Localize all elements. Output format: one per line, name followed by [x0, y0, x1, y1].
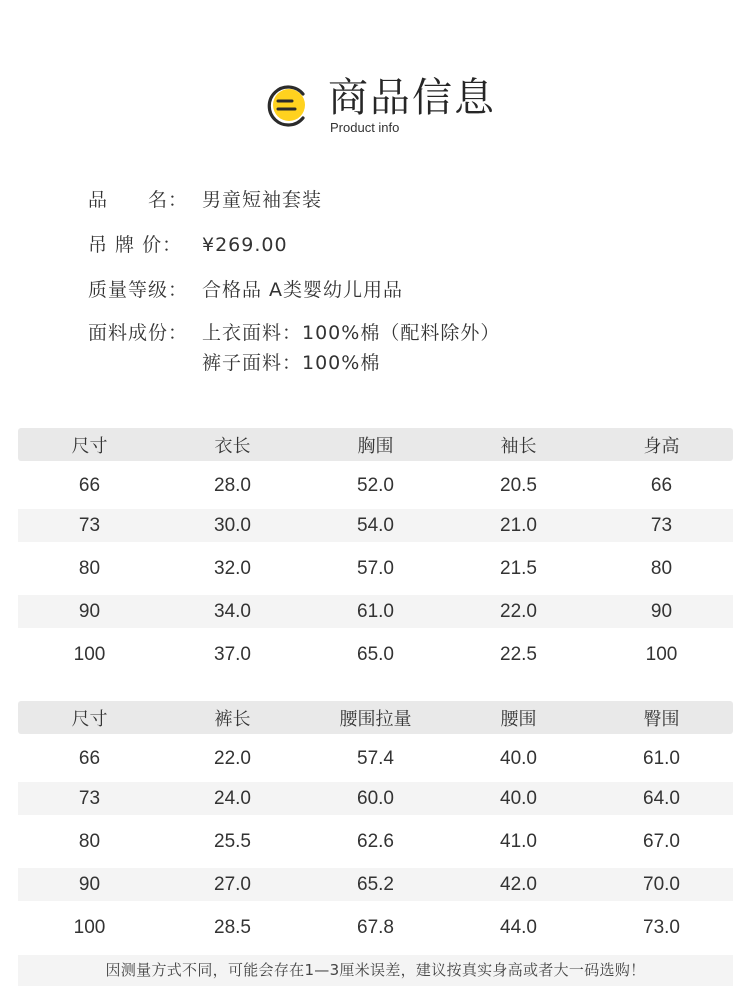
column-header: 臀围	[643, 708, 680, 730]
table-cell: 73	[78, 514, 101, 536]
info-row-name	[88, 187, 322, 213]
table-cell: 62.6	[357, 830, 394, 852]
table-cell: 22.5	[500, 643, 537, 665]
table-cell: 22.0	[214, 747, 251, 769]
column-header: 腰围拉量	[339, 708, 412, 730]
table-row	[18, 782, 733, 815]
table-cell: 42.0	[500, 873, 537, 895]
table-cell: 61.0	[643, 747, 680, 769]
column-header: 尺寸	[71, 435, 108, 457]
table-cell: 64.0	[643, 787, 680, 809]
table-cell: 34.0	[214, 600, 251, 622]
table-cell: 41.0	[500, 830, 537, 852]
column-header: 腰围	[500, 708, 537, 730]
table-cell: 28.0	[214, 474, 251, 496]
table-row	[18, 509, 733, 542]
info-row-price	[88, 232, 288, 258]
section-subtitle: Product info	[330, 120, 400, 135]
table-cell: 70.0	[643, 873, 680, 895]
table-cell: 25.5	[214, 830, 251, 852]
info-value: 上衣面料：100%棉（配料除外）	[202, 322, 501, 344]
table-cell: 80	[78, 830, 101, 852]
table-cell: 37.0	[214, 643, 251, 665]
info-value: ¥269.00	[202, 234, 288, 256]
table-cell: 66	[78, 474, 101, 496]
table-cell: 54.0	[357, 514, 394, 536]
table-cell: 73	[78, 787, 101, 809]
table-row	[18, 469, 733, 502]
table-cell: 57.4	[357, 747, 394, 769]
info-row-fabric	[88, 320, 500, 346]
table-cell: 90	[650, 600, 673, 622]
table-row	[18, 595, 733, 628]
info-label: 质量等级：	[88, 279, 189, 301]
table-cell: 67.8	[357, 916, 394, 938]
table-row	[18, 638, 733, 671]
table-cell: 65.2	[357, 873, 394, 895]
column-header: 衣长	[214, 435, 251, 457]
table-cell: 32.0	[214, 557, 251, 579]
table-cell: 80	[650, 557, 673, 579]
section-header	[0, 0, 750, 150]
info-value: 合格品 A类婴幼儿用品	[202, 279, 404, 301]
table-cell: 80	[78, 557, 101, 579]
table-cell: 20.5	[500, 474, 537, 496]
table-row	[18, 742, 733, 775]
column-header: 裤长	[214, 708, 251, 730]
table-cell: 22.0	[500, 600, 537, 622]
table-cell: 73.0	[643, 916, 680, 938]
info-label: 吊 牌 价：	[88, 234, 183, 256]
table-cell: 30.0	[214, 514, 251, 536]
table-cell: 90	[78, 873, 101, 895]
info-label: 面料成份：	[88, 322, 189, 344]
document-lines-icon	[262, 82, 312, 132]
table-cell: 44.0	[500, 916, 537, 938]
table-cell: 27.0	[214, 873, 251, 895]
table-cell: 100	[73, 643, 106, 665]
table-cell: 66	[78, 747, 101, 769]
table-header-row	[18, 701, 733, 734]
table-cell: 40.0	[500, 787, 537, 809]
info-value-fabric-pants: 裤子面料：100%棉	[202, 352, 381, 374]
column-header: 袖长	[500, 435, 537, 457]
table-cell: 67.0	[643, 830, 680, 852]
info-row-grade	[88, 277, 403, 303]
table-cell: 21.0	[500, 514, 537, 536]
table-row	[18, 868, 733, 901]
table-row	[18, 552, 733, 585]
table-cell: 100	[645, 643, 678, 665]
table-cell: 21.5	[500, 557, 537, 579]
table-cell: 66	[650, 474, 673, 496]
table-cell: 28.5	[214, 916, 251, 938]
table-cell: 24.0	[214, 787, 251, 809]
table-cell: 57.0	[357, 557, 394, 579]
table-cell: 40.0	[500, 747, 537, 769]
table-row	[18, 911, 733, 944]
table-row	[18, 825, 733, 858]
table-cell: 52.0	[357, 474, 394, 496]
column-header: 胸围	[357, 435, 394, 457]
table-cell: 90	[78, 600, 101, 622]
table-header-row	[18, 428, 733, 461]
measurement-note: 因测量方式不同，可能会存在1—3厘米误差，建议按真实身高或者大一码选购！	[18, 955, 733, 986]
section-title: 商品信息	[328, 75, 496, 121]
table-cell: 65.0	[357, 643, 394, 665]
table-cell: 60.0	[357, 787, 394, 809]
info-label: 品 名：	[88, 189, 189, 211]
info-value: 男童短袖套装	[202, 189, 323, 211]
table-cell: 61.0	[357, 600, 394, 622]
column-header: 身高	[643, 435, 680, 457]
column-header: 尺寸	[71, 708, 108, 730]
table-cell: 73	[650, 514, 673, 536]
table-cell: 100	[73, 916, 106, 938]
